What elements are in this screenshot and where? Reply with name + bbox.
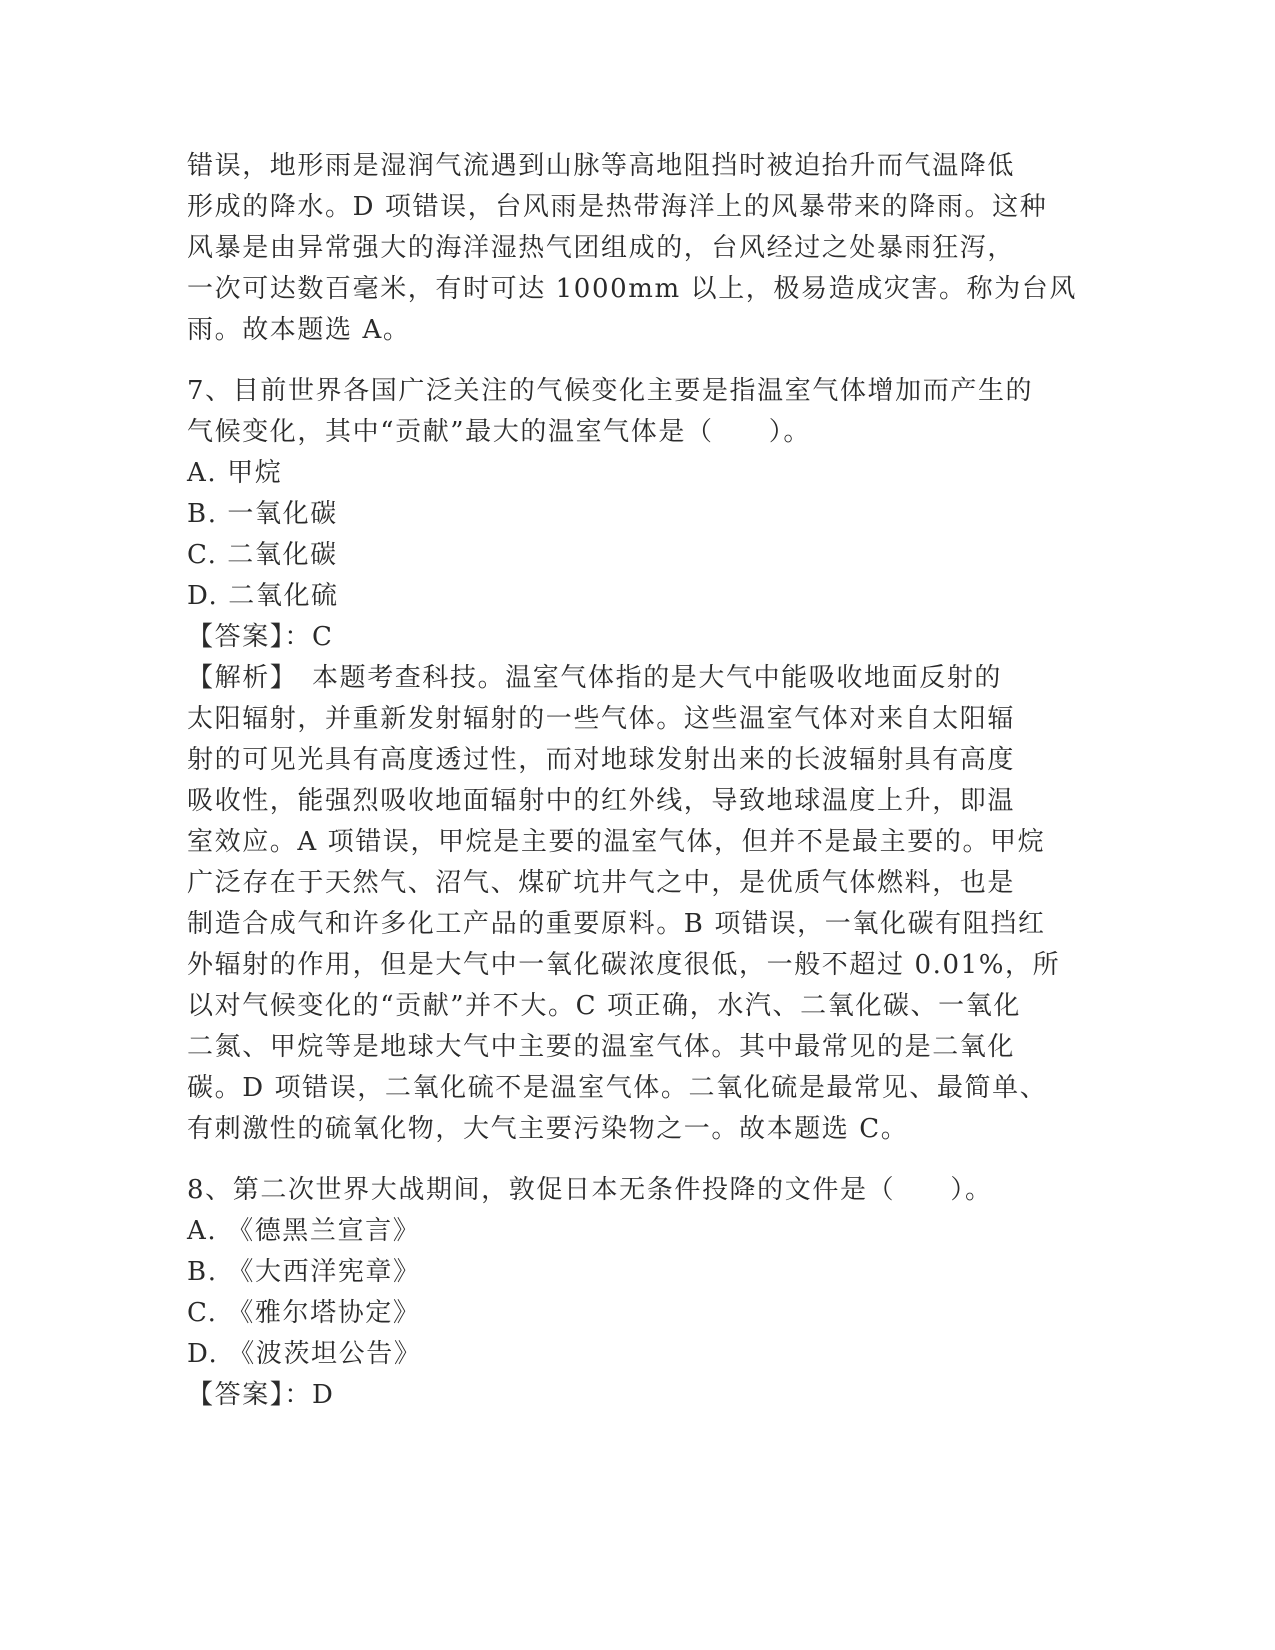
prev-explanation-line: 一次可达数百毫米，有时可达 1000mm 以上，极易造成灾害。称为台风 (187, 274, 1078, 304)
q7-option-d: D. 二氧化硫 (187, 581, 339, 611)
q7-option-b: B. 一氧化碳 (187, 499, 338, 529)
q8-answer: 【答案】：D (187, 1380, 335, 1410)
prev-explanation-line: 错误，地形雨是湿润气流遇到山脉等高地阻挡时被迫抬升而气温降低 (187, 151, 1016, 181)
q7-explanation-line: 制造合成气和许多化工产品的重要原料。B 项错误，一氧化碳有阻挡红 (187, 909, 1046, 939)
q7-explanation-line: 有刺激性的硫氧化物，大气主要污染物之一。故本题选 C。 (187, 1114, 909, 1144)
q7-explanation-line: 射的可见光具有高度透过性，而对地球发射出来的长波辐射具有高度 (187, 745, 1016, 775)
q8-option-d: D. 《波茨坦公告》 (187, 1339, 422, 1369)
q8-option-c: C. 《雅尔塔协定》 (187, 1298, 421, 1328)
q7-explanation-line: 外辐射的作用，但是大气中一氧化碳浓度很低，一般不超过 0.01%，所 (187, 950, 1061, 980)
q7-explanation-line: 太阳辐射，并重新发射辐射的一些气体。这些温室气体对来自太阳辐 (187, 704, 1016, 734)
q7-answer: 【答案】：C (187, 622, 334, 652)
q7-explanation-line: 以对气候变化的“贡献”并不大。C 项正确，水汽、二氧化碳、一氧化 (187, 991, 1021, 1021)
q7-explanation-line: 碳。D 项错误，二氧化硫不是温室气体。二氧化硫是最常见、最简单、 (187, 1073, 1048, 1103)
q7-question-line: 气候变化，其中“贡献”最大的温室气体是（ ）。 (187, 417, 811, 447)
q7-option-c: C. 二氧化碳 (187, 540, 338, 570)
prev-explanation-line: 形成的降水。D 项错误，台风雨是热带海洋上的风暴带来的降雨。这种 (187, 192, 1048, 222)
q7-option-a: A. 甲烷 (187, 458, 283, 488)
q8-question-line: 8、第二次世界大战期间，敦促日本无条件投降的文件是（ ）。 (187, 1175, 993, 1205)
prev-explanation-line: 雨。故本题选 A。 (187, 315, 411, 345)
q7-question-line: 7、目前世界各国广泛关注的气候变化主要是指温室气体增加而产生的 (187, 376, 1034, 406)
q7-explanation-line: 室效应。A 项错误，甲烷是主要的温室气体，但并不是最主要的。甲烷 (187, 827, 1046, 857)
q8-option-a: A. 《德黑兰宣言》 (187, 1216, 421, 1246)
q8-option-b: B. 《大西洋宪章》 (187, 1257, 421, 1287)
q7-explanation-line: 广泛存在于天然气、沼气、煤矿坑井气之中，是优质气体燃料，也是 (187, 868, 1016, 898)
q7-explanation-line: 二氮、甲烷等是地球大气中主要的温室气体。其中最常见的是二氧化 (187, 1032, 1016, 1062)
q7-explanation-line: 吸收性，能强烈吸收地面辐射中的红外线，导致地球温度上升，即温 (187, 786, 1016, 816)
prev-explanation-line: 风暴是由异常强大的海洋湿热气团组成的，台风经过之处暴雨狂泻， (187, 233, 1016, 263)
q7-explanation-line: 【解析】 本题考查科技。温室气体指的是大气中能吸收地面反射的 (187, 663, 1003, 693)
